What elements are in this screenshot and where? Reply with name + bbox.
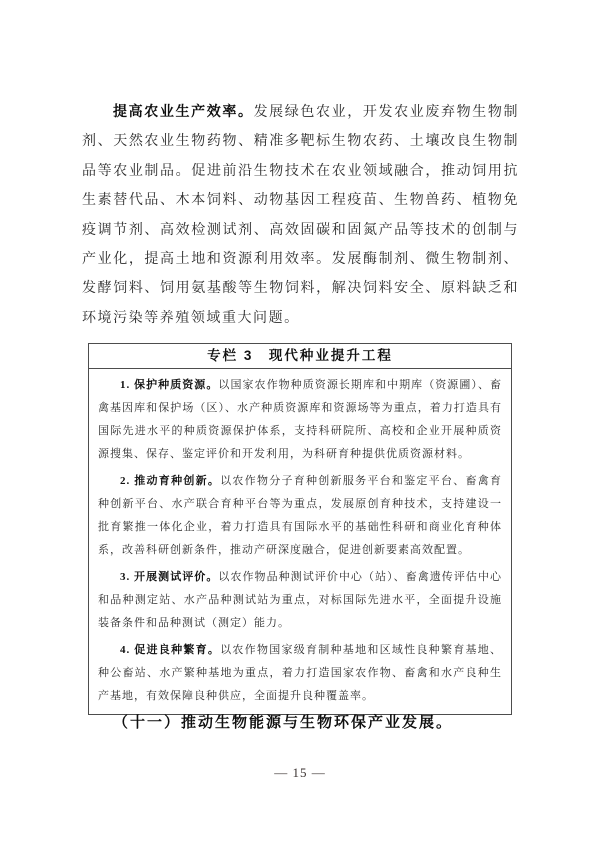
column3-box-title: 专栏 3 现代种业提升工程: [89, 344, 511, 369]
section-heading-11: （十一）推动生物能源与生物环保产业发展。: [113, 715, 454, 731]
box-item-protect-germplasm: [98, 374, 502, 466]
column3-seed-industry-box: [88, 343, 512, 715]
box-item-2-body: 以农作物分子育种创新服务平台和鉴定平台、畜禽育种创新平台、水产联合育种平台等为重点，发展原创育种技术，支持建设一批育繁推一体化企业，着力打造具有国际水平的基础性科研和商业化育种体系，改善科研创新条件，推动产研深度融合，促进创新要素高效配置。: [98, 475, 503, 556]
paragraph-body: 发展绿色农业，开发农业废弃物生物制剂、天然农业生物药物、精准多靶标生物农药、土壤改良生物制品等农业制品。促进前沿生物技术在农业领域融合，推动饲用抗生素替代品、木本饲料、动物基因工程疫苗、生物兽药、植物免疫调节剂、高效检测试剂、高效固碳和固氮产品等技术的创制与产业化，提高土地和资源利用效率。发展酶制剂、微生物制剂、发酵饲料、饲用氨基酸等生物饲料，解决饲料安全、原料缺乏和环境污染等养殖领域重大问题。: [82, 105, 519, 326]
paragraph-lead: 提高农业生产效率。: [113, 103, 254, 119]
box-item-1-body: 以国家农作物种质资源长期库和中期库（资源圃）、畜禽基因库和保护场（区）、水产种质资源库和资源场等为重点，着力打造具有国际先进水平的种质资源保护体系，支持科研院所、高校和企业开展种质资源搜集、保存、鉴定评价和开发利用，为科研育种提供优质资源材料。: [98, 379, 503, 460]
box-item-3-lead: 3. 开展测试评价。: [120, 571, 219, 583]
box-item-1-lead: 1. 保护种质资源。: [120, 379, 219, 391]
box-item-testing-evaluation: [98, 566, 502, 635]
column3-box-content: [89, 369, 511, 714]
box-item-4-body: 以农作物国家级育制种基地和区域性良种繁育基地、种公畜站、水产繁种基地为重点，着力打造国家农作物、畜禽和水产良种生产基地，有效保障良种供应，全面提升良种覆盖率。: [98, 644, 503, 702]
box-item-breeding-innovation: [98, 470, 502, 562]
paragraph-agriculture-efficiency: [82, 97, 519, 333]
box-item-2-lead: 2. 推动育种创新。: [120, 475, 221, 487]
page-number: — 15 —: [274, 765, 326, 780]
box-item-3-body: 以农作物品种测试评价中心（站）、畜禽遗传评估中心和品种测定站、水产品种测试站为重点，对标国际先进水平，全面提升设施装备条件和品种测试（测定）能力。: [98, 571, 503, 629]
box-item-4-lead: 4. 促进良种繁育。: [120, 644, 221, 656]
box-item-seed-propagation: [98, 639, 502, 708]
